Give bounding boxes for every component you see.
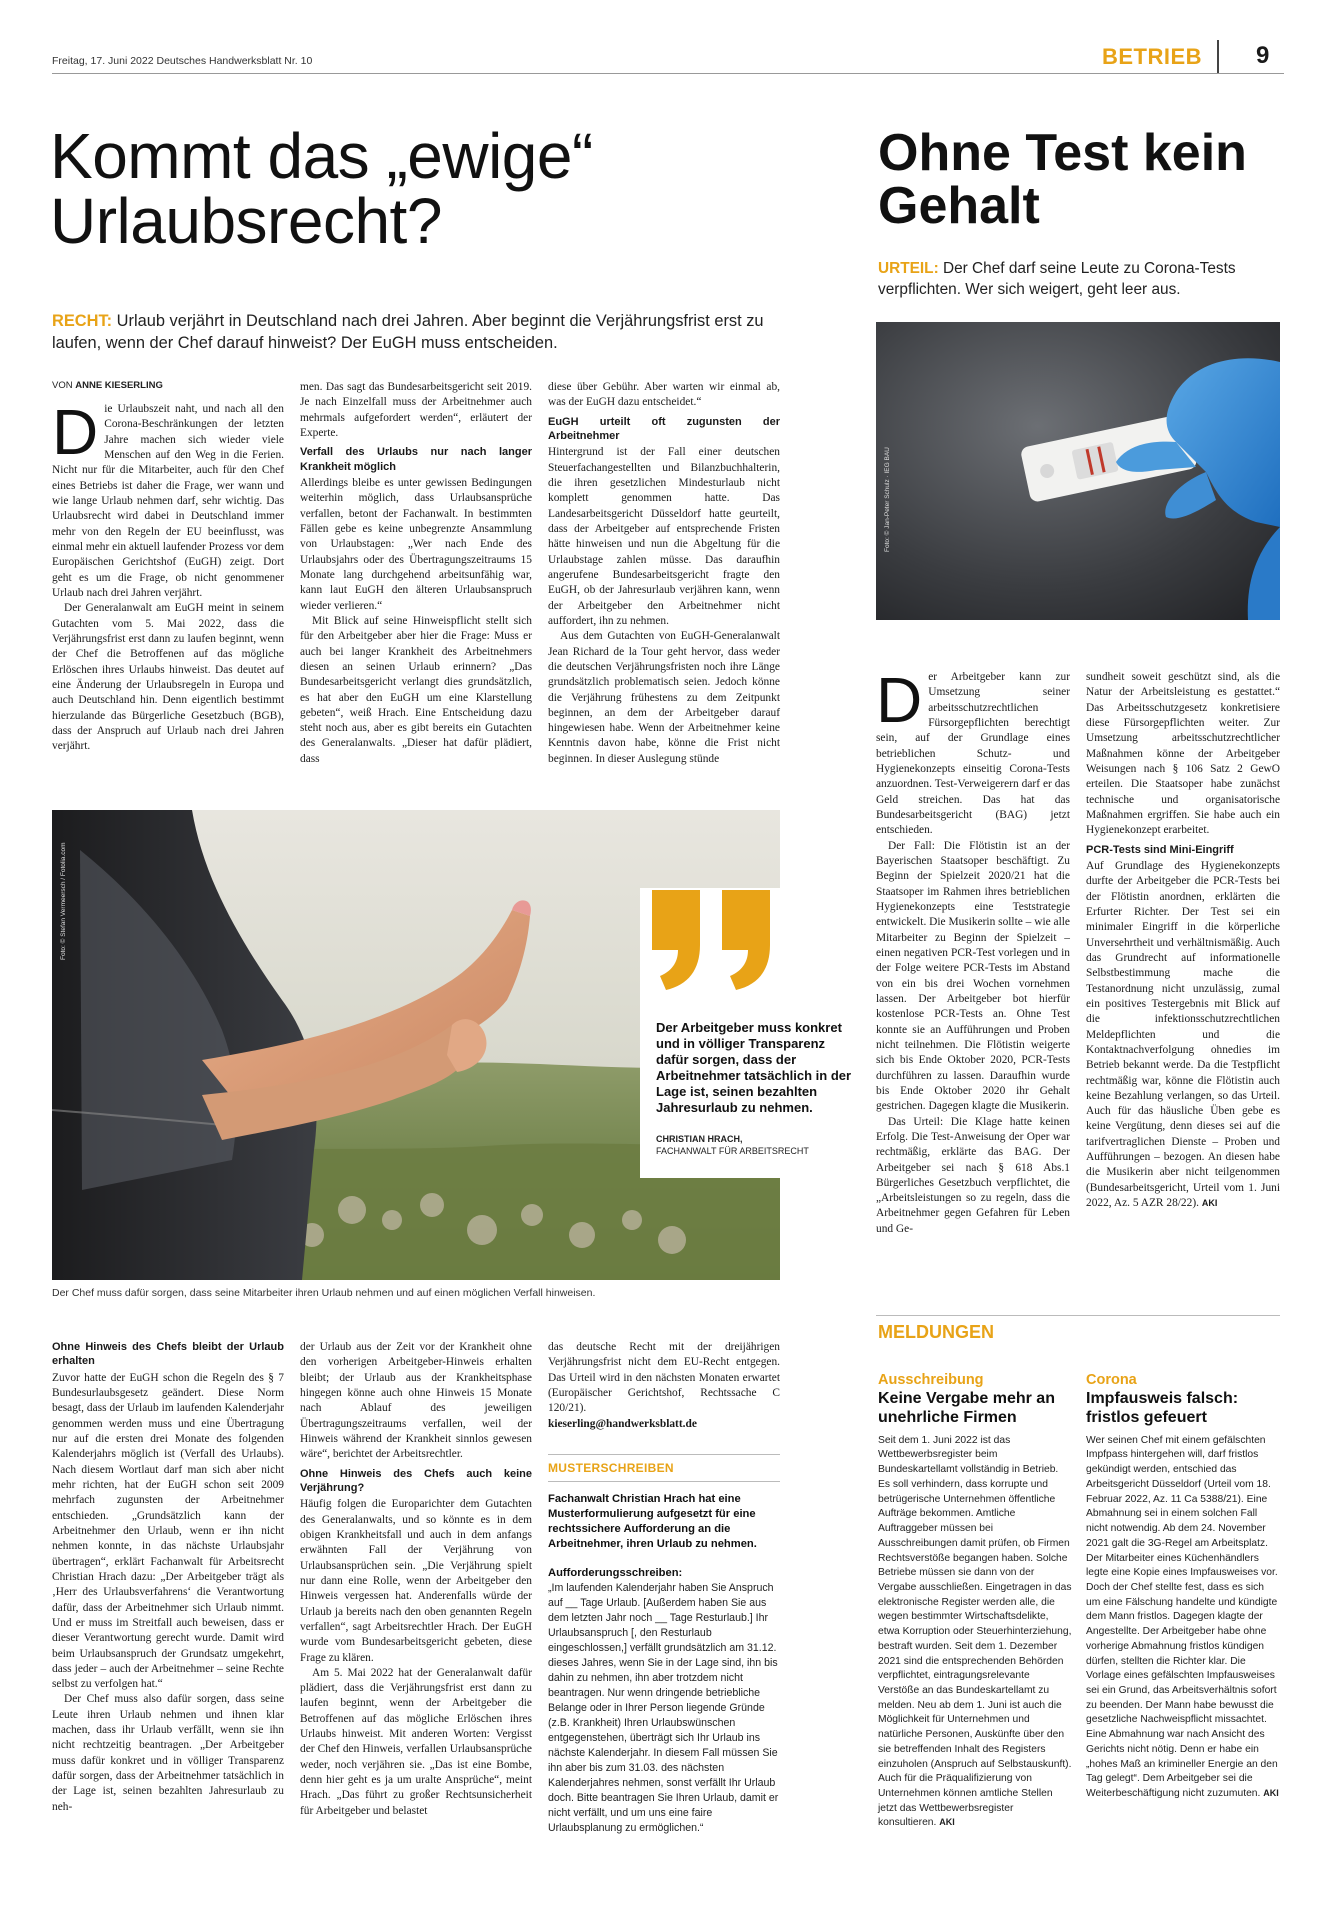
muster-rule-2 [548,1481,780,1482]
muster-title: MUSTERSCHREIBEN [548,1460,674,1475]
right-col1-p1 [876,664,1070,839]
right-col2-p2-text: Auf Grundlage des Hygienekonzepts durfte der Arbeitgeber die PCR-Tests bei der Flötistin anordnen, erklärten die Erfurter Richter. Der Test sei ein minimaler Eingriff in die körperliche Unversehrtheit und verhältnismäßig. Auch das Grundrecht auf informationelle Selbstbestimmung mache die Testanordnung nicht unzulässig, zumal ein positives Testergebnis mit Blick auf die infektionsschutzrechtlichen Meldepflichten und die Kontaktnachverfolgung ohnedies im Betrieb bekannt werde. Da die Testpflicht rechtmäßig war, könne die Flötistin auch keine Bezahlung verlangen, so das Urteil. Auch für das häusliche Üben gebe es keine Vergütung, denn dieses sei auf die tarifvertraglichen Dienste – Proben und Aufführungen – bezogen. An diesen habe die Musikerin aber nicht teilgenommen (Bundesarbeitsgericht, Urteil vom 1. Juni 2022, Az. 5 AZR 28/22). [1086,859,1280,1210]
main-kicker: RECHT: [52,312,113,330]
right-col2-subhead: PCR-Tests sind Mini-Eingriff [1086,843,1234,856]
right-col2-p2 [1086,859,1280,1212]
main-headline: Kommt das „ewige“ Urlaubsrecht? [50,120,593,258]
main-b2-p1: der Urlaub aus der Zeit vor der Krankheit ohne den vorherigen Arbeitgeber-Hinweis erhalten bleibt; der Urlaub aus der Krankheitsphase hingegen könne auch ohne Hinweis 15 Monate nach Ablauf des jeweiligen Übertragungszeitraums verfallen, weil der Hinweis während der Krankheit sinnlos gewesen wäre“, berichtet der Arbeitsrechtler. [300,1341,532,1461]
section-label: BETRIEB [1101,44,1202,69]
muster-text: „Im laufenden Kalenderjahr haben Sie Anspruch auf __ Tage Urlaub. [Außerdem haben Sie aus dem letzten Jahr noch __ Tage Resturlaub.] Ihr Urlaubsanspruch [, den Resturlaub eingeschlossen,] verfällt grundsätzlich am 31.12. dieses Jahres, wenn Sie in der Lage sind, ihn bis dahin zu nehmen, ihn aber trotzdem nicht beantragen. Nur wenn dringende betriebliche Belange oder in Ihrer Person liegende Gründe (z.B. Krankheit) Ihren Urlaubswünschen entgegenstehen, überträgt sich Ihr Urlaub ins nächste Kalenderjahr. In diesem Fall müssen Sie ihn aber bis zum 31.03. des nächsten Kalenderjahres nehmen, sonst verfällt Ihr Urlaub doch. Bitte beantragen Sie Ihren Urlaub, damit er nicht verfällt, und um uns eine faire Urlaubsplanung zu ermöglichen.“ [548,1581,779,1835]
meldung-1-headline: Keine Vergabe mehr an unehrliche Firmen [878,1390,1055,1426]
main-bottom-column-1 [52,1340,284,1815]
right-col1-p1-text: er Arbeitgeber kann zur Umsetzung seiner arbeitsschutzrechtlichen Fürsorgepflichten berechtigt sein, auf der Grundlage eines betrieblichen Schutz- und Hygienekonzepts einseitig Corona-Tests anzuordnen. Test-Verweigerern darf er das Geld streichen. Das hat das Bundesarbeitsgericht (BAG) jetzt entschieden. [876,671,1070,837]
main-column-1 [52,396,284,755]
main-b1-p2: Der Chef muss also dafür sorgen, dass seine Leute ihren Urlaub nehmen und ihnen klar machen, dass ihr Urlaub verfällt, wenn sie ihn nicht rechtzeitig beantragen. „Der Arbeitgeber muss dafür konkret und in völliger Transparenz dafür sorgen, dass der Arbeitnehmer tatsächlich in der Lage ist, seinen bezahlten Jahresurlaub zu neh- [52,1693,284,1813]
feet-photo-credit: Foto: © Stefan Vermeersch / Fotolia.com [60,842,67,960]
right-col2-p1: sundheit soweit geschützt sind, als die Natur der Arbeitsleistung es gestattet.“ Das Arbeitsschutzgesetz konkretisiere diese Fürsorgepflichten weiter. Zur Umsetzung arbeitsschutzrechtlicher Maßnahmen könne der Arbeitgeber Weisungen nach § 106 Satz 2 GewO erteilen. Die Staatsoper habe zunächst technische und organisatorische Maßnahmen ergriffen. Sie habe auch ein Hygienekonzept erarbeitet. [1086,671,1280,837]
meldung-2-headline: Impfausweis falsch: fristlos gefeuert [1086,1390,1239,1426]
right-teaser-text: Der Chef darf seine Leute zu Corona-Tests verpflichten. Wer sich weigert, geht leer aus. [878,260,1236,299]
right-dropcap: D [876,664,923,736]
pull-quote-author-role: FACHANWALT FÜR ARBEITSRECHT [656,1146,809,1157]
main-col3-subhead: EuGH urteilt oft zugunsten der Arbeitnehmer [548,415,780,442]
main-bottom-column-3 [548,1340,780,1837]
main-col2-p2: Allerdings bleibe es unter gewissen Bedingungen weiterhin möglich, dass Urlaubsansprüche verfallen, betont der Fachanwalt. In bestimmten Fällen gebe es keine unbegrenzte Ansammlung von Urlaubstagen: „Wer nach Ende des Urlaubsjahrs oder des Übertragungszeitraums 15 Monate lang durchgehend arbeitsunfähig war, kann laut EuGH den älteren Urlaubsanspruch wieder verlieren.“ [300,476,532,612]
corona-test-photo [876,322,1280,620]
feet-photo-caption: Der Chef muss dafür sorgen, dass seine Mitarbeiter ihren Urlaub nehmen und auf einen möglichen Verfall hinweisen. [52,1287,596,1299]
main-teaser-text: Urlaub verjährt in Deutschland nach drei Jahren. Aber beginnt die Verjährungsfrist erst zu laufen, wenn der Chef darauf hinweist? Der EuGH muss entscheiden. [52,312,764,353]
meldung-item-2 [1086,1372,1280,1802]
meldung-2-kicker: Corona [1086,1372,1137,1388]
muster-rule [548,1454,780,1455]
main-bottom-subhead-2: Ohne Hinweis des Chefs auch keine Verjährung? [300,1467,532,1494]
main-col1-p2: Der Generalanwalt am EuGH meint in seinem Gutachten vom 5. Mai 2022, dass die Verjährungsfrist erst dann zu laufen beginnt, wenn der Chef die Betroffenen auf das mögliche Erlöschen ihres Urlaubs hinweist. Das deutet auf eine Änderung der Urlaubsregeln in Europa und auch Deutschland hin. Denn eigentlich bestimmt hierzulande das Bürgerliche Gesetzbuch (BGB), dass der Anspruch auf Urlaub nach drei Jahren verjährt. [52,602,284,753]
header-dateline: Freitag, 17. Juni 2022 Deutsches Handwerksblatt Nr. 10 [52,55,313,67]
quote-mark-icon [650,890,780,990]
meldung-1-kicker: Ausschreibung [878,1372,984,1388]
main-col3-p1: diese über Gebühr. Aber warten wir einmal ab, was der EuGH dazu entscheidet.“ [548,381,780,409]
right-col2-sign: AKI [1201,1198,1218,1209]
right-col1-p2: Der Fall: Die Flötistin ist an der Bayerischen Staatsoper beschäftigt. Zu Beginn der Spielzeit 2020/21 hat die Staatsoper im Rahmen ihres betrieblichen Hygienekonzepts eine Teststrategie entwickelt. Die Musikerin sollte – wie alle Mitarbeiter zu Beginn der Spielzeit – einen negativen PCR-Test vorlegen und in der Folge weitere PCR-Tests im Abstand von ein bis drei Wochen vornehmen lassen. Der Arbeitgeber bot hierfür kostenlose PCR-Tests an. Ohne Test konnte sie an Aufführungen und Proben nicht teilnehmen. Die Flötistin weigerte sich bis Ende Oktober 2020, PCR-Tests durchführen zu lassen. Daraufhin wurde bis Ende Oktober 2020 ihr Gehalt gestrichen. Dagegen klagte die Musikerin. [876,839,1070,1113]
right-teaser [878,258,1278,301]
meldung-2-sign: AKI [1263,1788,1279,1798]
meldung-1-sign: AKI [939,1817,955,1828]
page-number: 9 [1256,42,1270,69]
right-col1-p3: Das Urteil: Die Klage hatte keinen Erfolg. Die Test-Anweisung der Oper war rechtmäßig, erklärte das BAG. Der Arbeitgeber sei nach § 618 Abs.1 Bürgerliches Gesetzbuch verpflichtet, die „Arbeitsleistungen so zu regeln, dass die Arbeitnehmer gegen Gefahren für Leben und Ge- [876,1115,1070,1235]
meldung-2-text [1086,1434,1280,1802]
dropcap: D [52,396,99,468]
meldung-2-text-body: Wer seinen Chef mit einem gefälschten Impfpass hintergehen will, darf fristlos gekündigt werden, entschied das Arbeitsgericht Düsseldorf (Urteil vom 18. Februar 2022, Az. 11 Ca 5388/21). Eine Abmahnung sei in einem solchen Fall nicht notwendig. Ab dem 24. November 2021 galt die 3G-Regel am Arbeitsplatz. Der Mitarbeiter eines Küchenhändlers legte eine Kopie eines Impfausweises vor. Doch der Chef stellte fest, dass es sich um eine Fälschung handelte und kündigte dem Mann fristlos. Dagegen klagte der Angestellte. Der Arbeitgeber habe ohne vorherige Abmahnung fristlos kündigen dürfen, stellten die Richter klar. Die Vorlage eines gefälschten Impfausweises sei ein Grund, das Arbeitsverhältnis sofort zu beenden. Der Mann habe bewusst die gesetzliche Nachweispflicht missachtet. Eine Abmahnung war nach Ansicht des Gerichts nicht nötig. Denn er habe ein „hohes Maß an krimineller Energie an den Tag gelegt“. Dem Arbeitgeber sei die Weiterbeschäftigung nicht zuzumuten. [1086,1434,1278,1799]
main-col3-p3: Aus dem Gutachten von EuGH-Generalanwalt Jean Richard de la Tour geht hervor, dass weder die deutschen Verjährungsfristen noch ihre Länge grundsätzlich problematisch seien. Jedoch könne die Verjährung frühestens zu dem Zeitpunkt beginnen, an dem der Arbeitgeber darauf hingewiesen habe. Wenn der Arbeitnehmer keine Kenntnis davon habe, könne die Frist nicht beginnen. In dieser Auslegung stünde [548,630,780,765]
main-column-3 [548,380,780,767]
author-email[interactable]: kieserling@handwerksblatt.de [548,1417,697,1430]
meldung-1-text-body: Seit dem 1. Juni 2022 ist das Wettbewerbsregister beim Bundeskartellamt vollständig in Betrieb. Es soll verhindern, dass korrupte und betrügerische Unternehmen öffentliche Aufträge bekommen. Amtliche Auftraggeber müssen bei Ausschreibungen damit prüfen, ob Firmen Rechtsverstöße begangen haben. Solche Betriebe müssen sie dann von der Vergabe ausschließen. Eingetragen in das elektronische Register werden alle, die wegen bestimmter Wirtschaftsdelikte, etwa Korruption oder Steuerhinterziehung, bestraft wurden. Seit dem 1. Dezember 2021 sind die entsprechenden Behörden verpflichtet, eintragungsrelevante Verstöße an das Bundeskartellamt zu melden. Neu ab dem 1. Juni ist auch die Möglichkeit für Unternehmen und natürliche Personen, Auskünfte über den sie betreffenden Inhalt des Registers einzuholen (Anspruch auf Selbstauskunft). Auch für die Präqualifizierung von Unternehmen können amtliche Stellen jetzt das Wettbewerbsregister konsultieren. [878,1434,1072,1829]
header-separator [1217,40,1219,74]
main-col1-p1-text: ie Urlaubszeit naht, und nach all den Corona-Beschränkungen der letzten Jahre machen sich wieder viele Menschen auf den Weg in die Ferien. Nicht nur für die Mitarbeiter, auch für den Chef eines Betriebs ist daher die Frage, wer wann und wie lange Urlaub nehmen darf, sehr wichtig. Das Urlaubsrecht wird dabei in Deutschland immer mehr von den Regeln der EU beeinflusst, was einmal mehr ein aktuell laufender Prozess vor dem Europäischen Gerichtshof (EuGH) zeigt. Dort geht es um die Frage, ob nicht genommener Urlaub nach drei Jahren verjährt. [52,403,284,599]
muster-subheading: Aufforderungsschreiben: [548,1566,683,1579]
main-b1-p1: Zuvor hatte der EuGH schon die Regeln des § 7 Bundesurlaubsgesetz geändert. Diese Norm besagt, dass der Urlaub im laufenden Kalenderjahr genommen werden muss und eine Übertragung nur auf die ersten drei Monate des folgenden Kalenderjahrs möglich ist (Verfall des Urlaubs). Nach diesem Wortlaut darf man sich aber nicht mehr richten, hat der EuGH schon seit 2009 mehrfach zugunsten der Arbeitnehmer entschieden. „Grundsätzlich kann der Arbeitnehmer den Urlaub, wenn er ihn nicht nehmen konnte, in das nächste Urlaubsjahr übertragen“, erklärt Fachanwalt für Arbeitsrecht Christian Hrach dazu: „Der Arbeitgeber trägt als ‚Herr des Urlaubsverfahrens‘ die Verantwortung dafür, dass der Arbeitnehmer sich Urlaub nimmt. Und er muss im Streitfall auch beweisen, dass er dieser Verantwortung gerecht wurde. Damit wird beim Urlaubsanspruch der Grundsatz umgekehrt, dass jeder – auch der Arbeitnehmer – seine Rechte selbst zu verfolgen hat.“ [52,1371,284,1691]
pull-quote-author-name: CHRISTIAN HRACH, [656,1134,743,1144]
right-kicker: URTEIL: [878,260,939,277]
main-col1-p1 [52,396,284,601]
right-column-1 [876,664,1070,1237]
meldungen-title: MELDUNGEN [878,1322,994,1342]
main-b3-p1: das deutsche Recht mit der dreijährigen Verjährungsfrist nicht dem EU-Recht entgegen. Das Urteil wird in den nächsten Monaten erwartet (Europäischer Gerichtshof, Rechtssache C 120/21). [548,1341,780,1415]
byline-prefix: VON [52,380,73,391]
meldung-item-1 [878,1372,1072,1831]
main-column-2 [300,380,532,767]
main-b2-p3: Am 5. Mai 2022 hat der Generalanwalt dafür plädiert, dass die Verjährungsfrist erst dann zu laufen beginnt, wenn der Arbeitgeber die Betroffenen auf das mögliche Erlöschen ihres Urlaubs hinweist. Mit anderen Worten: Vergisst der Chef den Hinweis, verfallen Urlaubsansprüche weder, noch verjähren sie. „Das ist eine Bombe, denn hier geht es ja um uralte Ansprüche“, meint Hrach. „Das führt zu großer Rechtsunsicherheit für Arbeitgeber und belastet [300,1666,532,1817]
meldung-1-text [878,1434,1072,1831]
corona-photo-credit: Foto: © Jan-Peter Schulz · IEG BAU [884,447,891,552]
main-col2-p3: Mit Blick auf seine Hinweispflicht stellt sich für den Arbeitgeber aber hier die Frage: Muss er auch bei langer Krankheit des Arbeitnehmers diesen an seinen Urlaub erinnern? „Das Bundesarbeitsgericht verlangt dies grundsätzlich, es hat aber den EuGH um eine Klarstellung gebeten“, weiß Hrach. Eine Entscheidung dazu steht noch aus, aber es gibt bereits ein Gutachten des Generalanwalts. „Dieser hat dafür plädiert, dass [300,614,532,765]
byline [52,380,163,391]
byline-author: ANNE KIESERLING [75,380,163,391]
main-bottom-subhead-1: Ohne Hinweis des Chefs bleibt der Urlaub erhalten [52,1341,284,1368]
right-column-2 [1086,670,1280,1211]
main-col3-p2: Hintergrund ist der Fall einer deutschen Steuerfachangestellten und Bilanzbuchhalterin, die ihren gesetzlichen Mindesturlaub nicht komplett genommen hatte. Das Landesarbeitsgericht Düsseldorf hatte geurteilt, dass der Arbeitgeber auf entsprechende Fristen hätte hinweisen und nun die Abgeltung für die Urlaubstage zahlen müsse. Das daraufhin angerufene Bundesarbeitsgericht fragte den EuGH, ob der Jahresurlaub verjähren kann, wenn der Arbeitgeber den Arbeitnehmer nicht auffordert, ihn zu nehmen. [548,446,780,627]
pull-quote-text: Der Arbeitgeber muss konkret und in völliger Transparenz dafür sorgen, dass der Arbeitnehmer tatsächlich in der Lage ist, seinen bezahlten Jahresurlaub zu nehmen. [656,1020,852,1115]
meldungen-rule [876,1315,1280,1316]
main-teaser [52,310,772,354]
pull-quote-author [656,1133,809,1157]
muster-intro: Fachanwalt Christian Hrach hat eine Musterformulierung aufgesetzt für eine rechtssichere Aufforderung an die Arbeitnehmer, ihren Urlaub zu nehmen. [548,1492,757,1550]
main-b2-p2: Häufig folgen die Europarichter dem Gutachten des Generalanwalts, und so könnte es in dem obigen Krankheitsfall und auch in dem anfangs erwähnten Fall der Verjährung von Urlaubsansprüchen sein. „Die Verjährung spielt nur dann eine Rolle, wenn der Arbeitgeber den Hinweis vergessen hat. Anderenfalls würde der Urlaub ja bereits nach den oben genannten Regeln verfallen“, sagt Arbeitsrechtler Hrach. Der EuGH wurde vom Bundesarbeitsgericht gebeten, diese Frage zu klären. [300,1498,532,1664]
right-headline: Ohne Test kein Gehalt [878,124,1247,236]
main-col2-p1: men. Das sagt das Bundesarbeitsgericht seit 2019. Je nach Einzelfall muss der Arbeitnehmer auch mehrmals aufgefordert werden“, erläutert der Experte. [300,381,532,439]
header-rule [52,73,1284,74]
main-col2-subhead: Verfall des Urlaubs nur nach langer Krankheit möglich [300,446,532,473]
main-bottom-column-2 [300,1340,532,1819]
